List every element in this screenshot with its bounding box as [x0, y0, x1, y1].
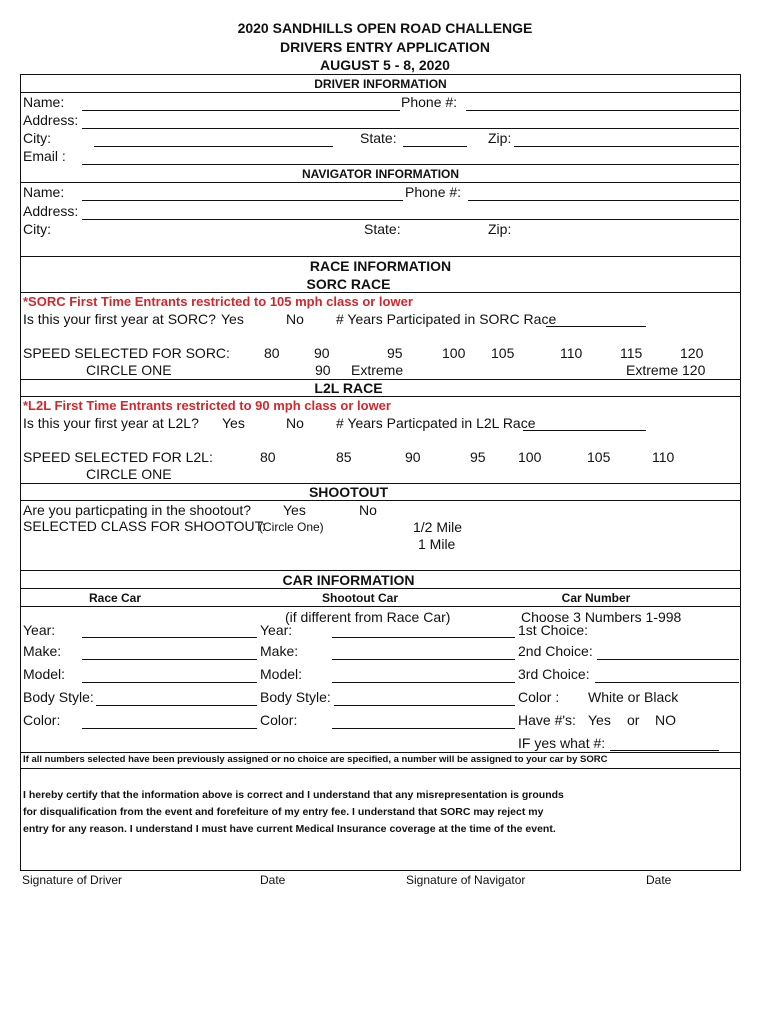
l2l-speed-option[interactable]: 90: [405, 449, 421, 465]
l2l-speed-option[interactable]: 80: [260, 449, 276, 465]
certify-line-3: entry for any reason. I understand I must have current Medical Insurance coverage at the time of the event.: [23, 823, 556, 835]
have-numbers-label: Have #'s:: [518, 712, 576, 728]
shootout-no[interactable]: No: [359, 502, 377, 518]
l2l-section-title: L2L RACE: [314, 380, 383, 396]
driver-name-field[interactable]: [82, 110, 400, 111]
driver-signature-line[interactable]: [21, 870, 333, 871]
race-car-color-label: Color:: [23, 712, 61, 728]
driver-phone-label: Phone #:: [401, 94, 458, 110]
navigator-address-field[interactable]: [82, 219, 739, 220]
race-car-heading: Race Car: [88, 591, 142, 605]
sorc-circle-one: CIRCLE ONE: [86, 362, 172, 378]
race-car-model-label: Model:: [23, 666, 66, 682]
shootout-car-color-field[interactable]: [332, 728, 515, 729]
driver-address-label: Address:: [23, 112, 79, 128]
race-car-year-label: Year:: [23, 622, 56, 638]
l2l-first-year-yes[interactable]: Yes: [222, 415, 245, 431]
sorc-years-field[interactable]: [546, 326, 646, 327]
race-car-make-field[interactable]: [82, 659, 257, 660]
sorc-speed-option[interactable]: 90: [315, 362, 331, 378]
driver-email-label: Email :: [23, 148, 66, 164]
sorc-speed-option[interactable]: 90: [314, 345, 330, 361]
driver-city-label: City:: [23, 130, 51, 146]
driver-section-title: DRIVER INFORMATION: [314, 77, 447, 91]
number-assignment-note: If all numbers selected have been previously assigned or no choice are specified, a number will be assigned to your car by SORC: [23, 754, 608, 765]
form-subtitle: DRIVERS ENTRY APPLICATION: [279, 39, 491, 55]
shootout-car-year-field[interactable]: [332, 637, 515, 638]
l2l-speed-option[interactable]: 95: [470, 449, 486, 465]
shootout-class-label: SELECTED CLASS FOR SHOOTOUT:: [23, 518, 266, 534]
driver-address-field[interactable]: [82, 128, 739, 129]
navigator-address-label: Address:: [23, 203, 79, 219]
sorc-notice: *SORC First Time Entrants restricted to 105 mph class or lower: [23, 294, 413, 309]
navigator-phone-label: Phone #:: [405, 184, 462, 200]
race-car-year-field[interactable]: [82, 637, 257, 638]
shootout-car-make-field[interactable]: [332, 659, 515, 660]
certify-line-1: I hereby certify that the information above is correct and I understand that any misrepresentation is grounds: [23, 789, 564, 801]
sorc-speed-option[interactable]: 120: [680, 345, 704, 361]
navigator-section-title: NAVIGATOR INFORMATION: [301, 167, 460, 181]
driver-signature-label: Signature of Driver: [22, 873, 123, 887]
navigator-state-label: State:: [364, 221, 401, 237]
race-car-body-label: Body Style:: [23, 689, 94, 705]
navigator-name-label: Name:: [23, 184, 65, 200]
l2l-years-field[interactable]: [523, 430, 646, 431]
driver-state-label: State:: [360, 130, 397, 146]
shootout-car-heading: Shootout Car: [322, 591, 398, 605]
l2l-notice: *L2L First Time Entrants restricted to 90 mph class or lower: [23, 398, 391, 413]
sorc-speed-option[interactable]: 80: [264, 345, 280, 361]
car-number-heading: Car Number: [561, 591, 631, 605]
second-choice-label: 2nd Choice:: [518, 643, 593, 659]
sorc-speed-option[interactable]: Extreme: [351, 362, 404, 378]
number-color-options[interactable]: White or Black: [588, 689, 679, 705]
navigator-date-label: Date: [646, 873, 672, 887]
driver-name-label: Name:: [23, 94, 65, 110]
first-choice-label: 1st Choice:: [518, 622, 589, 638]
navigator-city-label: City:: [23, 221, 51, 237]
divider: [20, 570, 741, 571]
divider: [20, 256, 741, 257]
certify-line-2: for disqualification from the event and forefeiture of my entry fee. I understand that SORC may reject my: [23, 806, 544, 818]
shootout-section-title: SHOOTOUT: [308, 484, 389, 500]
driver-state-field[interactable]: [403, 146, 467, 147]
l2l-speed-option[interactable]: 100: [518, 449, 542, 465]
navigator-signature-line[interactable]: [402, 870, 741, 871]
if-yes-field[interactable]: [610, 750, 719, 751]
shootout-car-body-field[interactable]: [334, 705, 515, 706]
shootout-yes[interactable]: Yes: [283, 502, 306, 518]
l2l-circle-one: CIRCLE ONE: [86, 466, 172, 482]
divider: [20, 606, 741, 607]
sorc-section-title: SORC RACE: [306, 276, 391, 292]
sorc-speed-option[interactable]: Extreme 120: [626, 362, 706, 378]
driver-zip-label: Zip:: [488, 130, 512, 146]
driver-city-field[interactable]: [94, 146, 333, 147]
if-yes-label: IF yes what #:: [518, 735, 606, 751]
sorc-first-year-question: Is this your first year at SORC?: [23, 311, 216, 327]
l2l-speed-option[interactable]: 105: [587, 449, 611, 465]
navigator-name-field[interactable]: [82, 200, 403, 201]
shootout-car-year-label: Year:: [260, 622, 293, 638]
sorc-speed-option[interactable]: 105: [491, 345, 515, 361]
divider: [20, 500, 741, 501]
shootout-car-color-label: Color:: [260, 712, 298, 728]
divider: [20, 292, 741, 293]
third-choice-label: 3rd Choice:: [518, 666, 590, 682]
race-car-model-field[interactable]: [82, 682, 257, 683]
sorc-speed-label: SPEED SELECTED FOR SORC:: [23, 345, 230, 361]
car-section-title: CAR INFORMATION: [282, 572, 415, 588]
have-numbers-yes[interactable]: Yes: [588, 712, 611, 728]
sorc-first-year-yes[interactable]: Yes: [221, 311, 244, 327]
divider: [20, 182, 741, 183]
shootout-question: Are you particpating in the shootout?: [23, 502, 252, 518]
race-car-body-field[interactable]: [96, 705, 257, 706]
shootout-circle-one: (Circle One): [259, 520, 324, 534]
l2l-speed-option[interactable]: 85: [336, 449, 352, 465]
sorc-years-label: # Years Participated in SORC Race: [336, 311, 557, 327]
driver-zip-field[interactable]: [514, 146, 739, 147]
form-dates: AUGUST 5 - 8, 2020: [320, 57, 450, 73]
shootout-one-mile[interactable]: 1 Mile: [418, 536, 456, 552]
navigator-phone-field[interactable]: [468, 200, 739, 201]
driver-date-label: Date: [260, 873, 286, 887]
second-choice-field[interactable]: [597, 659, 739, 660]
sorc-speed-option[interactable]: 110: [560, 345, 583, 361]
divider: [20, 396, 741, 397]
have-numbers-no[interactable]: NO: [655, 712, 676, 728]
l2l-first-year-question: Is this your first year at L2L?: [23, 415, 199, 431]
if-different-note: (if different from Race Car): [285, 609, 451, 625]
choose-numbers-note: Choose 3 Numbers 1-998: [521, 609, 682, 625]
driver-email-field[interactable]: [82, 164, 739, 165]
divider: [20, 588, 741, 589]
l2l-speed-option[interactable]: 110: [652, 449, 675, 465]
divider: [20, 92, 741, 93]
race-car-make-label: Make:: [23, 643, 62, 659]
shootout-car-model-field[interactable]: [332, 682, 515, 683]
race-car-color-field[interactable]: [82, 728, 257, 729]
l2l-first-year-no[interactable]: No: [286, 415, 304, 431]
third-choice-field[interactable]: [595, 682, 739, 683]
navigator-signature-label: Signature of Navigator: [406, 873, 526, 887]
form-title: 2020 SANDHILLS OPEN ROAD CHALLENGE: [237, 20, 533, 36]
shootout-car-body-label: Body Style:: [260, 689, 331, 705]
sorc-speed-option[interactable]: 100: [442, 345, 466, 361]
shootout-car-model-label: Model:: [260, 666, 303, 682]
sorc-speed-option[interactable]: 95: [387, 345, 403, 361]
l2l-speed-label: SPEED SELECTED FOR L2L:: [23, 449, 213, 465]
divider: [20, 752, 741, 753]
navigator-zip-label: Zip:: [488, 221, 512, 237]
shootout-half-mile[interactable]: 1/2 Mile: [413, 519, 463, 535]
number-color-label: Color :: [518, 689, 560, 705]
sorc-first-year-no[interactable]: No: [286, 311, 304, 327]
race-section-title: RACE INFORMATION: [309, 258, 452, 274]
divider: [20, 768, 741, 769]
have-numbers-or: or: [627, 712, 640, 728]
shootout-car-make-label: Make:: [260, 643, 299, 659]
driver-phone-field[interactable]: [466, 110, 739, 111]
l2l-years-label: # Years Particpated in L2L Race: [336, 415, 536, 431]
sorc-speed-option[interactable]: 115: [620, 345, 643, 361]
